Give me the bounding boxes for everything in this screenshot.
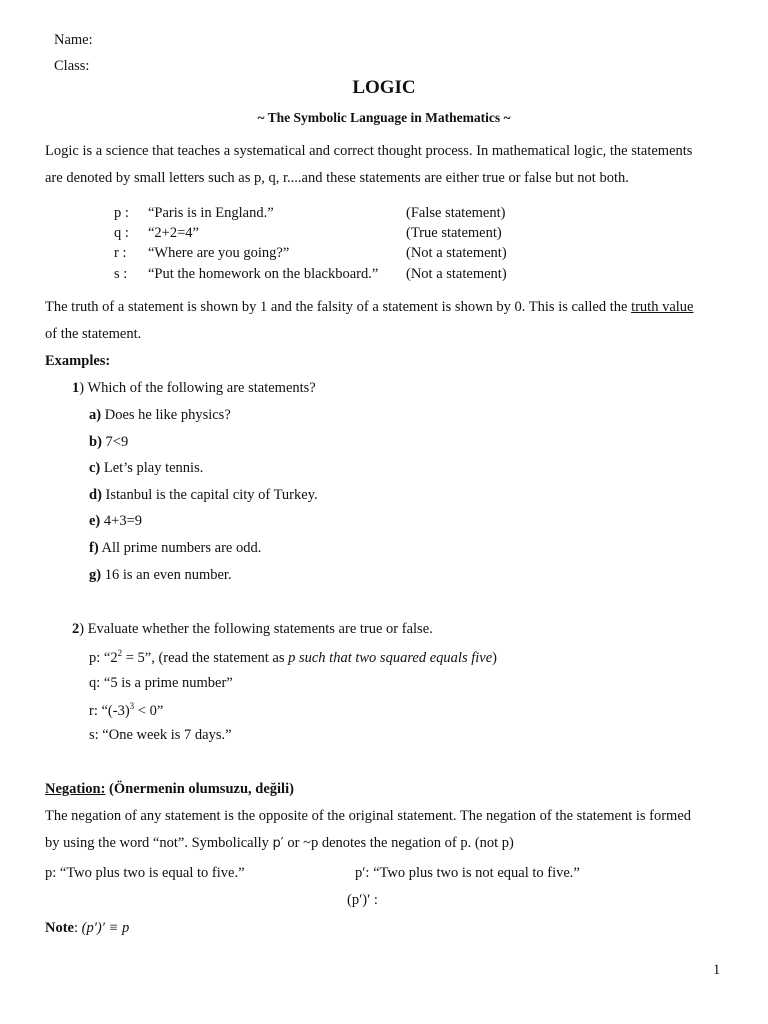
list-item [89, 513, 142, 530]
page-title: LOGIC [352, 77, 416, 98]
option-label: c) [89, 460, 101, 476]
option-text: Does he like physics? [101, 407, 231, 423]
example-2-p [89, 648, 497, 667]
statement-note: (Not a statement) [406, 245, 507, 261]
option-text: All prime numbers are odd. [98, 540, 262, 556]
name-label: Name: [54, 32, 93, 48]
note [45, 920, 129, 937]
statement-note: (True statement) [406, 225, 502, 241]
negation-line-2-pre: by using the word “not”. Symbolically [45, 835, 273, 851]
statement-var: q : [114, 225, 129, 241]
p-exponent: 2 [117, 648, 123, 658]
statement-note: (Not a statement) [406, 266, 507, 282]
intro-line-2: are denoted by small letters such as p, q, r....and these statements are either true or false but not both. [45, 170, 629, 186]
note-label: Note [45, 920, 74, 936]
r-suffix: < 0” [134, 702, 164, 719]
option-label: b) [89, 434, 102, 450]
option-label: d) [89, 487, 102, 503]
list-item [89, 407, 231, 424]
option-label: g) [89, 567, 102, 583]
statement-text: “Where are you going?” [148, 245, 290, 261]
option-text: Istanbul is the capital city of Turkey. [101, 487, 318, 503]
page-number: 1 [713, 962, 721, 978]
r-prefix: r: “(-3) [89, 702, 130, 719]
statement-text: “Paris is in England.” [148, 205, 274, 221]
option-text: 4+3=9 [100, 513, 142, 529]
example-1-question-text: ) Which of the following are statements? [79, 380, 316, 396]
negation-example-left: p: “Two plus two is equal to five.” [45, 865, 245, 881]
intro-line-1: Logic is a science that teaches a systematical and correct thought process. In mathematical logic, the statements [45, 143, 693, 159]
truth-line-1 [45, 299, 694, 316]
statement-note: (False statement) [406, 205, 506, 221]
examples-heading: Examples: [45, 353, 111, 369]
option-label: e) [89, 513, 101, 529]
statement-var: r : [114, 245, 127, 261]
statement-var: s : [114, 266, 128, 282]
negation-heading-text: Negation: [45, 781, 106, 797]
example-2-q: q: “5 is a prime number” [89, 675, 233, 691]
negated-text: : “Two plus two is not equal to five.” [365, 865, 580, 881]
statement-text: “Put the homework on the blackboard.” [148, 266, 379, 282]
negation-heading [45, 781, 294, 798]
negated-var: p′ [355, 865, 366, 881]
example-2-s: s: “One week is 7 days.” [89, 727, 232, 743]
example-2-question-text: ) Evaluate whether the following statements are true or false. [79, 621, 433, 637]
example-1-question [72, 380, 316, 397]
truth-value-term: truth value [631, 299, 694, 315]
negation-symbol: p′ [272, 836, 284, 851]
example-2-r [89, 701, 163, 720]
class-label: Class: [54, 58, 90, 74]
p-italic: p such that two squared equals five [288, 649, 493, 666]
option-label: f) [89, 540, 99, 556]
example-2-question [72, 621, 433, 638]
example-1-number: 1 [72, 380, 80, 396]
list-item [89, 540, 261, 557]
list-item [89, 434, 128, 451]
p-prefix: p: “2 [89, 649, 118, 666]
double-negation: (p′)′ : [347, 892, 378, 908]
example-2-number: 2 [72, 621, 80, 637]
option-text: 16 is an even number. [101, 567, 232, 583]
negation-line-2 [45, 835, 514, 852]
negation-heading-turkish: (Önermenin olumsuzu, değili) [105, 781, 294, 797]
truth-line-1-text: The truth of a statement is shown by 1 and the falsity of a statement is shown by 0. This is called the [45, 299, 632, 315]
list-item [89, 460, 203, 477]
negation-line-2-post: or ~p denotes the negation of p. (not p) [283, 835, 514, 851]
negation-example-right [355, 865, 580, 882]
option-label: a) [89, 407, 102, 423]
page-subtitle: ~ The Symbolic Language in Mathematics ~ [257, 110, 511, 125]
note-colon: : [74, 920, 82, 936]
statement-text: “2+2=4” [148, 225, 199, 241]
p-suffix: ) [492, 649, 497, 666]
note-formula: (p′)′ ≡ p [81, 920, 130, 936]
list-item [89, 567, 232, 584]
negation-line-1: The negation of any statement is the opposite of the original statement. The negation of the statement is formed [45, 808, 692, 824]
statement-var: p : [114, 205, 129, 221]
truth-line-2: of the statement. [45, 326, 142, 342]
option-text: 7<9 [101, 434, 129, 450]
list-item [89, 487, 318, 504]
r-exponent: 3 [129, 701, 135, 711]
p-middle: = 5”, (read the statement as [122, 649, 289, 666]
option-text: Let’s play tennis. [100, 460, 204, 476]
